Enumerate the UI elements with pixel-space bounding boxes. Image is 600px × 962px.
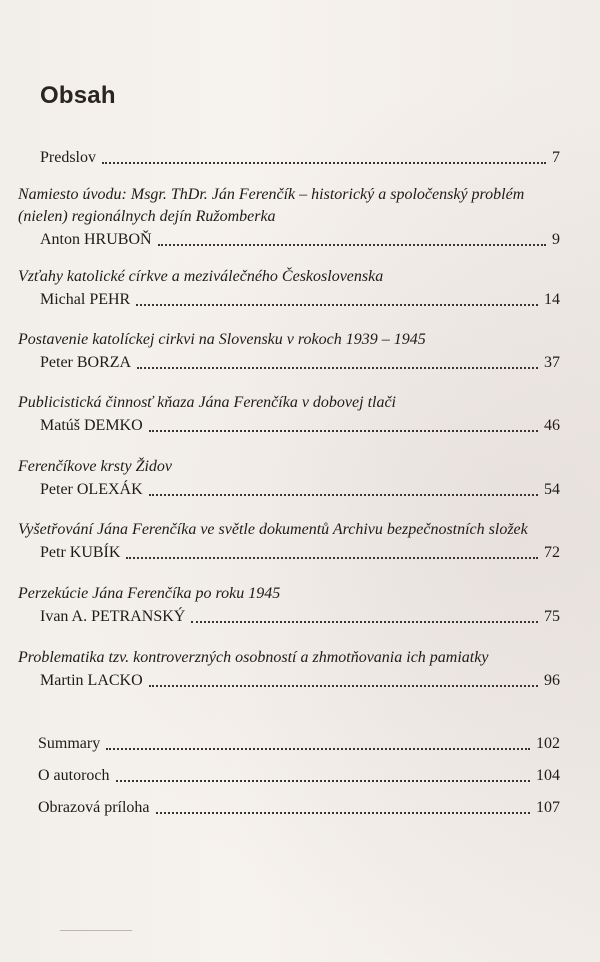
toc-row-authors xyxy=(38,764,560,788)
dot-leader xyxy=(158,244,546,246)
toc-label: Obrazová príloha xyxy=(38,799,150,816)
toc-row-image-appendix xyxy=(38,796,560,820)
toc-row-summary xyxy=(38,732,560,756)
dot-leader xyxy=(149,685,538,687)
entry-title: Perzekúcie Jána Ferenčíka po roku 1945 xyxy=(18,585,281,602)
page-number: 9 xyxy=(552,231,560,248)
page-number: 7 xyxy=(552,149,560,166)
page-number: 54 xyxy=(544,481,560,498)
page-number: 96 xyxy=(544,672,560,689)
entry-title: Postavenie katolíckej cirkvi na Slovensku v rokoch 1939 – 1945 xyxy=(18,331,426,348)
dot-leader xyxy=(149,430,538,432)
dot-leader xyxy=(136,304,538,306)
dot-leader xyxy=(191,621,538,623)
toc-row-author xyxy=(40,669,560,693)
entry-title: Vzťahy katolické církve a meziválečného Československa xyxy=(18,268,384,285)
dot-leader xyxy=(137,367,538,369)
dot-leader xyxy=(116,780,530,782)
toc-row-author xyxy=(40,414,560,438)
author-name: Ivan A. PETRANSKÝ xyxy=(40,608,186,625)
toc-row-preface xyxy=(40,146,560,170)
page-number: 75 xyxy=(544,608,560,625)
entry-title: Ferenčíkove krsty Židov xyxy=(18,458,173,475)
dot-leader xyxy=(156,812,530,814)
page-number: 107 xyxy=(536,799,560,816)
dot-leader xyxy=(106,748,530,750)
toc-row-author xyxy=(40,605,560,629)
dot-leader xyxy=(126,557,538,559)
toc-label: Predslov xyxy=(40,149,96,166)
page-title: Obsah xyxy=(40,82,116,109)
toc-label: Summary xyxy=(38,735,101,752)
page-number: 102 xyxy=(536,735,560,752)
page-number: 72 xyxy=(544,544,560,561)
footer-divider xyxy=(60,930,132,931)
entry-title: (nielen) regionálnych dejín Ružomberka xyxy=(18,208,276,225)
author-name: Anton HRUBOŇ xyxy=(40,231,152,248)
dot-leader xyxy=(102,162,546,164)
entry-title: Vyšetřování Jána Ferenčíka ve světle dokumentů Archivu bezpečnostních složek xyxy=(18,521,528,538)
page-number: 37 xyxy=(544,354,560,371)
page-number: 104 xyxy=(536,767,560,784)
toc-row-author xyxy=(40,351,560,375)
page-number: 46 xyxy=(544,417,560,434)
author-name: Martin LACKO xyxy=(40,672,143,689)
entry-title: Problematika tzv. kontroverzných osobností a zhmotňovania ich pamiatky xyxy=(18,649,489,666)
author-name: Peter BORZA xyxy=(40,354,132,371)
toc-row-author xyxy=(40,541,560,565)
author-name: Peter OLEXÁK xyxy=(40,481,143,498)
toc-label: O autoroch xyxy=(38,767,110,784)
author-name: Petr KUBÍK xyxy=(40,544,121,561)
dot-leader xyxy=(149,494,538,496)
author-name: Michal PEHR xyxy=(40,291,131,308)
toc-row-author xyxy=(40,228,560,252)
toc-row-author xyxy=(40,478,560,502)
page-number: 14 xyxy=(544,291,560,308)
author-name: Matúš DEMKO xyxy=(40,417,143,434)
entry-title: Publicistická činnosť kňaza Jána Ferenčíka v dobovej tlači xyxy=(18,394,396,411)
toc-row-author xyxy=(40,288,560,312)
entry-title: Namiesto úvodu: Msgr. ThDr. Ján Ferenčík – historický a spoločenský problém xyxy=(18,186,525,203)
